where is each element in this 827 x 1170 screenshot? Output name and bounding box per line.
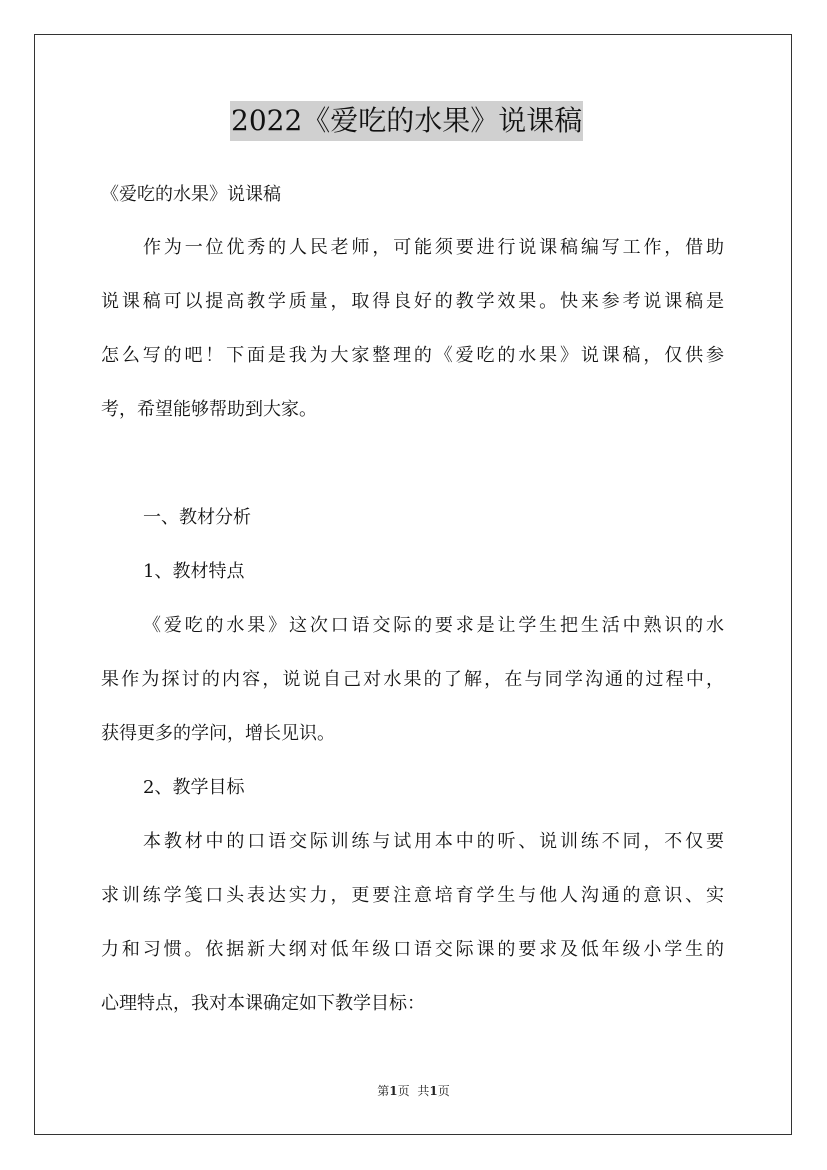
subsection-heading: 2、教学目标 — [143, 777, 245, 798]
page-footer — [0, 1083, 827, 1099]
footer-page-prefix: 第 — [377, 1084, 390, 1098]
paragraph-line: 《爱吃的水果》这次口语交际的要求是让学生把生活中熟识的水 — [143, 615, 724, 636]
footer-page-total: 1 — [429, 1084, 438, 1098]
section-heading: 一、教材分析 — [143, 507, 251, 528]
intro-line-2: 说课稿可以提高教学质量，取得良好的教学效果。快来参考说课稿是 — [101, 291, 724, 312]
intro-line-4: 考，希望能够帮助到大家。 — [101, 399, 317, 420]
document-title: 2022《爱吃的水果》说课稿 — [230, 101, 583, 141]
paragraph-line: 心理特点，我对本课确定如下教学目标： — [101, 993, 425, 1014]
footer-page-current: 1 — [389, 1084, 398, 1098]
paragraph-line: 果作为探讨的内容，说说自己对水果的了解，在与同学沟通的过程中， — [101, 669, 724, 690]
footer-total-prefix: 共 — [417, 1084, 430, 1098]
subsection-heading: 1、教材特点 — [143, 561, 245, 582]
paragraph-line: 力和习惯。依据新大纲对低年级口语交际课的要求及低年级小学生的 — [101, 939, 724, 960]
paragraph-line: 获得更多的学问，增长见识。 — [101, 723, 335, 744]
intro-line-1: 作为一位优秀的人民老师，可能须要进行说课稿编写工作，借助 — [143, 237, 724, 258]
footer-total-suffix: 页 — [437, 1084, 450, 1098]
footer-page-suffix: 页 — [397, 1084, 410, 1098]
paragraph-line: 求训练学笺口头表达实力，更要注意培育学生与他人沟通的意识、实 — [101, 885, 724, 906]
paragraph-line: 本教材中的口语交际训练与试用本中的听、说训练不同，不仅要 — [143, 831, 724, 852]
intro-line-3: 怎么写的吧！下面是我为大家整理的《爱吃的水果》说课稿，仅供参 — [101, 345, 724, 366]
document-subtitle: 《爱吃的水果》说课稿 — [101, 184, 281, 205]
